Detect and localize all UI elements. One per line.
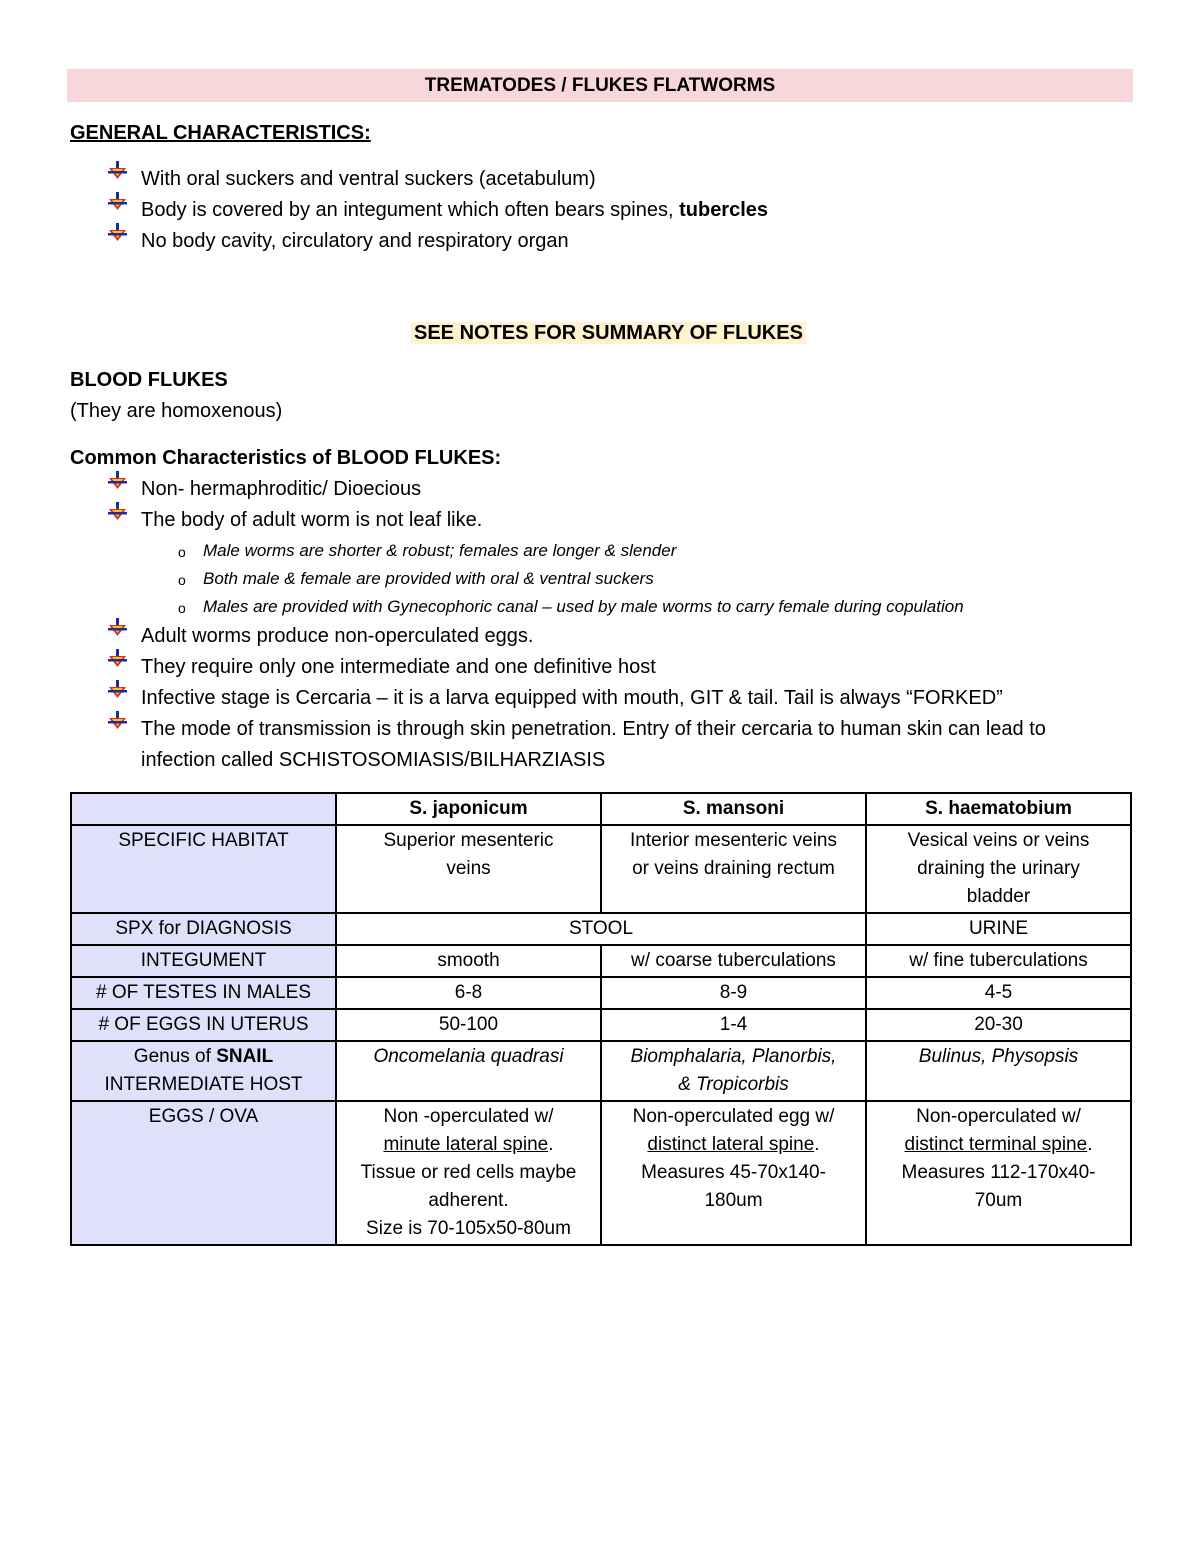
blood-item-6-continued: infection called SCHISTOSOMIASIS/BILHARZIASIS xyxy=(141,749,606,771)
table-row xyxy=(71,1009,1131,1041)
arrow-down-bullet-icon xyxy=(106,679,128,701)
row-label-eggs-uterus: # OF EGGS IN UTERUS xyxy=(71,1009,336,1041)
summary-note xyxy=(411,321,806,345)
underlined-text: distinct lateral spine xyxy=(647,1134,815,1155)
cell-integument-mansoni: w/ coarse tuberculations xyxy=(601,945,866,977)
cell-line: or veins draining rectum xyxy=(632,858,835,879)
sub-bullet-marker: o xyxy=(178,600,186,616)
cell-testes-mansoni: 8-9 xyxy=(601,977,866,1009)
period: . xyxy=(814,1134,820,1155)
schistosoma-comparison-table xyxy=(70,792,1132,1246)
arrow-down-bullet-icon xyxy=(106,470,128,492)
row-label-testes: # OF TESTES IN MALES xyxy=(71,977,336,1009)
arrow-down-bullet-icon xyxy=(106,191,128,213)
blood-item-2: The body of adult worm is not leaf like. xyxy=(141,509,483,531)
cell-testes-haematobium: 4-5 xyxy=(866,977,1131,1009)
cell-line: 180um xyxy=(704,1190,763,1211)
column-header-mansoni: S. mansoni xyxy=(601,793,866,825)
table-row xyxy=(71,945,1131,977)
cell-habitat-japonicum xyxy=(336,825,601,913)
cell-line: Interior mesenteric veins xyxy=(630,830,837,851)
cell-habitat-mansoni xyxy=(601,825,866,913)
cell-integument-haematobium: w/ fine tuberculations xyxy=(866,945,1131,977)
snail-label-prefix: Genus of xyxy=(133,1046,217,1067)
common-characteristics-heading: Common Characteristics of BLOOD FLUKES: xyxy=(70,447,502,469)
cell-line: & Tropicorbis xyxy=(678,1074,789,1095)
row-label-snail xyxy=(71,1041,336,1101)
cell-line xyxy=(606,1131,861,1159)
sub-bullet-marker: o xyxy=(178,544,186,560)
blood-subitem-2: Both male & female are provided with oral & ventral suckers xyxy=(203,569,654,588)
arrow-down-bullet-icon xyxy=(106,501,128,523)
blood-subitem-3: Males are provided with Gynecophoric canal – used by male worms to carry female during copulation xyxy=(203,597,964,616)
arrow-down-bullet-icon xyxy=(106,617,128,639)
snail-label-bold: SNAIL xyxy=(216,1046,274,1067)
cell-line: adherent. xyxy=(428,1190,509,1211)
cell-line: Superior mesenteric xyxy=(383,830,554,851)
general-item-2-bold: tubercles xyxy=(679,199,769,221)
general-heading: GENERAL CHARACTERISTICS: xyxy=(70,122,371,144)
cell-spx-stool: STOOL xyxy=(336,913,866,945)
blood-item-4: They require only one intermediate and one definitive host xyxy=(141,656,656,678)
row-label-habitat: SPECIFIC HABITAT xyxy=(71,825,336,913)
cell-spx-urine: URINE xyxy=(866,913,1131,945)
arrow-down-bullet-icon xyxy=(106,648,128,670)
general-item-2-text: Body is covered by an integument which often bears spines, xyxy=(141,199,680,221)
cell-line xyxy=(76,1043,331,1071)
cell-line: Biomphalaria, Planorbis, xyxy=(630,1046,837,1067)
blood-flukes-subheading: (They are homoxenous) xyxy=(70,400,283,422)
cell-line: Vesical veins or veins xyxy=(907,830,1090,851)
cell-snail-japonicum: Oncomelania quadrasi xyxy=(336,1041,601,1101)
cell-snail-mansoni xyxy=(601,1041,866,1101)
cell-ova-mansoni xyxy=(601,1101,866,1245)
table-row xyxy=(71,1041,1131,1101)
table-corner-cell xyxy=(71,793,336,825)
arrow-down-bullet-icon xyxy=(106,710,128,732)
table-header-row xyxy=(71,793,1131,825)
cell-line: Measures 112-170x40- xyxy=(901,1162,1096,1183)
row-label-spx: SPX for DIAGNOSIS xyxy=(71,913,336,945)
blood-flukes-heading: BLOOD FLUKES xyxy=(70,369,228,391)
general-item-1: With oral suckers and ventral suckers (acetabulum) xyxy=(141,168,596,190)
cell-eggs-mansoni: 1-4 xyxy=(601,1009,866,1041)
cell-line: Non-operculated egg w/ xyxy=(632,1106,835,1127)
table-row xyxy=(71,825,1131,913)
cell-habitat-haematobium xyxy=(866,825,1131,913)
table-row xyxy=(71,977,1131,1009)
cell-line xyxy=(871,1131,1126,1159)
cell-line: Tissue or red cells maybe xyxy=(360,1162,577,1183)
column-header-haematobium: S. haematobium xyxy=(866,793,1131,825)
column-header-japonicum: S. japonicum xyxy=(336,793,601,825)
table-row xyxy=(71,913,1131,945)
blood-item-1: Non- hermaphroditic/ Dioecious xyxy=(141,478,422,500)
row-label-ova: EGGS / OVA xyxy=(71,1101,336,1245)
cell-integument-japonicum: smooth xyxy=(336,945,601,977)
cell-line: 70um xyxy=(974,1190,1023,1211)
blood-item-3: Adult worms produce non-operculated eggs. xyxy=(141,625,534,647)
cell-line: Non-operculated w/ xyxy=(916,1106,1081,1127)
cell-ova-japonicum xyxy=(336,1101,601,1245)
period: . xyxy=(548,1134,554,1155)
cell-line xyxy=(341,1131,596,1159)
blood-subitem-1: Male worms are shorter & robust; females are longer & slender xyxy=(203,541,677,560)
cell-line: draining the urinary xyxy=(917,858,1080,879)
row-label-integument: INTEGUMENT xyxy=(71,945,336,977)
blood-item-5: Infective stage is Cercaria – it is a larva equipped with mouth, GIT & tail. Tail is always “FORKED” xyxy=(141,687,1003,709)
cell-testes-japonicum: 6-8 xyxy=(336,977,601,1009)
general-item-2 xyxy=(141,198,768,222)
sub-bullet-marker: o xyxy=(178,572,186,588)
cell-line: INTERMEDIATE HOST xyxy=(104,1074,303,1095)
blood-item-6: The mode of transmission is through skin penetration. Entry of their cercaria to human skin can lead to xyxy=(141,718,1046,740)
arrow-down-bullet-icon xyxy=(106,160,128,182)
cell-eggs-japonicum: 50-100 xyxy=(336,1009,601,1041)
summary-note-text: SEE NOTES FOR SUMMARY OF FLUKES xyxy=(411,322,806,344)
cell-line: Measures 45-70x140- xyxy=(641,1162,826,1183)
document-title: TREMATODES / FLUKES FLATWORMS xyxy=(67,69,1133,102)
underlined-text: minute lateral spine xyxy=(383,1134,549,1155)
cell-eggs-haematobium: 20-30 xyxy=(866,1009,1131,1041)
general-item-3: No body cavity, circulatory and respiratory organ xyxy=(141,230,569,252)
cell-line: bladder xyxy=(966,886,1031,907)
table-row xyxy=(71,1101,1131,1245)
cell-snail-haematobium: Bulinus, Physopsis xyxy=(866,1041,1131,1101)
cell-ova-haematobium xyxy=(866,1101,1131,1245)
arrow-down-bullet-icon xyxy=(106,222,128,244)
cell-line: veins xyxy=(446,858,491,879)
period: . xyxy=(1087,1134,1093,1155)
cell-line: Non -operculated w/ xyxy=(383,1106,554,1127)
cell-line: Size is 70-105x50-80um xyxy=(366,1218,571,1239)
underlined-text: distinct terminal spine xyxy=(904,1134,1088,1155)
